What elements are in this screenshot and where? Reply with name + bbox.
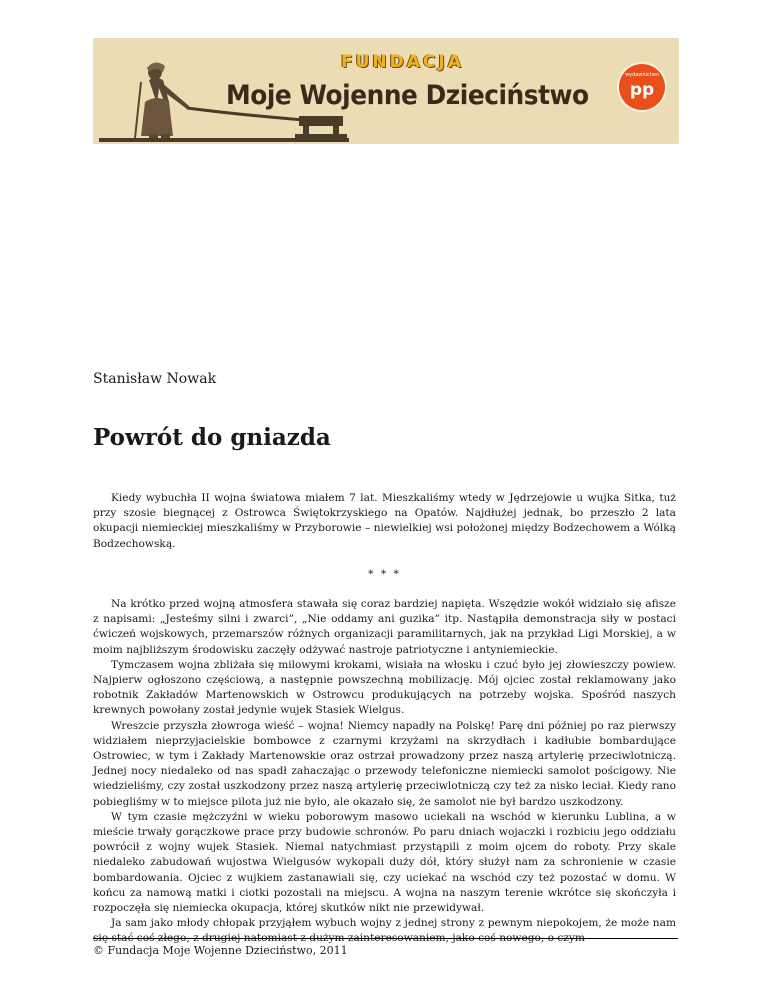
header-banner	[93, 38, 679, 144]
body-paragraph: W tym czasie mężczyźni w wieku poborowym masowo uciekali na wschód w kierunku Lublina, a w mieście trwały gorączkowe prace przy budowie schronów. Po paru dniach wojaczki i rozbiciu jego oddziału powrócił z wojny wujek Stasiek. Niemal natychmiast przystąpili z moim ojcem do roboty. Przy skale niedaleko zabudowań wujostwa Wielgusów wykopali duży dół, który służył nam za schronienie w czasie bombardowania. Ojciec z wujkiem zastanawiali się, czy uciekać na wschód czy też pozostać w domu. W końcu za namową matki i ciotki pozostali na miejscu. A wojna na naszym terenie wkrótce się skończyła i rozpoczęła się niemiecka okupacja, której skutków nikt nie przewidywał.	[93, 810, 676, 915]
foundation-name: Moje Wojenne Dzieciństwo	[226, 80, 589, 111]
body-paragraph: Wreszcie przyszła złowroga wieść – wojna! Niemcy napadły na Polskę! Parę dni później po raz pierwszy widziałem nieprzyjacielskie bombowce z czarnymi krzyżami na skrzydłach i kadłubie bombardujące Ostrowiec, w tym i Zakłady Martenowskie oraz ostrzał prowadzony przez naszą artylerię przeciwlotniczą. Jednej nocy niedaleko od nas spadł zahaczając o przewody telefoniczne niemiecki samolot pościgowy. Nie wiedzieliśmy, czy został uszkodzony przez naszą artylerię przeciwlotniczą czy też za nisko leciał. Kiedy rano pobiegliśmy w to miejsce pilota już nie było, ale okazało się, że samolot nie był bardzo uszkodzony.	[93, 719, 676, 808]
publisher-logo	[619, 64, 665, 110]
section-separator: * * *	[368, 567, 401, 580]
document-title: Powrót do gniazda	[93, 424, 331, 451]
publisher-logo-caption: wydawnictwo	[625, 72, 659, 78]
body-paragraph: Tymczasem wojna zbliżała się milowymi krokami, wisiała na włosku i czuć było jej złowieszczy powiew. Najpierw ogłoszono częściową, a następnie powszechną mobilizację. Mój ojciec został reklamowany jako robotnik Zakładów Martenowskich w Ostrowcu produkujących na potrzeby wojska. Spośród naszych krewnych powołany został jedynie wujek Stasiek Wielgus.	[93, 658, 676, 717]
footer-copyright: © Fundacja Moje Wojenne Dzieciństwo, 2011	[93, 944, 348, 957]
body-paragraph: Ja sam jako młody chłopak przyjąłem wybuch wojny z jednej strony z pewnym niepokojem, że może nam się stać coś złego, z drugiej natomiast z dużym zainteresowaniem, jako coś nowego, o czym	[93, 917, 676, 945]
publisher-logo-text: pp	[629, 80, 655, 100]
document-body	[93, 491, 676, 947]
body-paragraph: Na krótko przed wojną atmosfera stawała się coraz bardziej napięta. Wszędzie wokół widziało się afisze z napisami: „Jesteśmy silni i zwarci”, „Nie oddamy ani guzika” itp. Nastąpiła demonstracja siły w postaci ćwiczeń wojskowych, przemarszów różnych organizacji paramilitarnych, jak na przykład Ligi Morskiej, a w moim najbliższym środowisku zaczęły odżywać nastroje patriotyczne i antyniemieckie.	[93, 598, 676, 656]
foundation-label: FUNDACJA	[341, 52, 464, 72]
footer-divider	[93, 938, 678, 939]
author-name: Stanisław Nowak	[93, 371, 217, 387]
intro-paragraph: Kiedy wybuchła II wojna światowa miałem 7 lat. Mieszkaliśmy wtedy w Jędrzejowie u wujka Sitka, tuż przy szosie biegnącej z Ostrowca Świętokrzyskiego na Opatów. Najdłużej jednak, bo przeszło 2 lata okupacji niemieckiej mieszkaliśmy w Przyborowie – niewielkiej wsi położonej między Bodzechowem a Wólką Bodzechowską.	[93, 492, 676, 550]
